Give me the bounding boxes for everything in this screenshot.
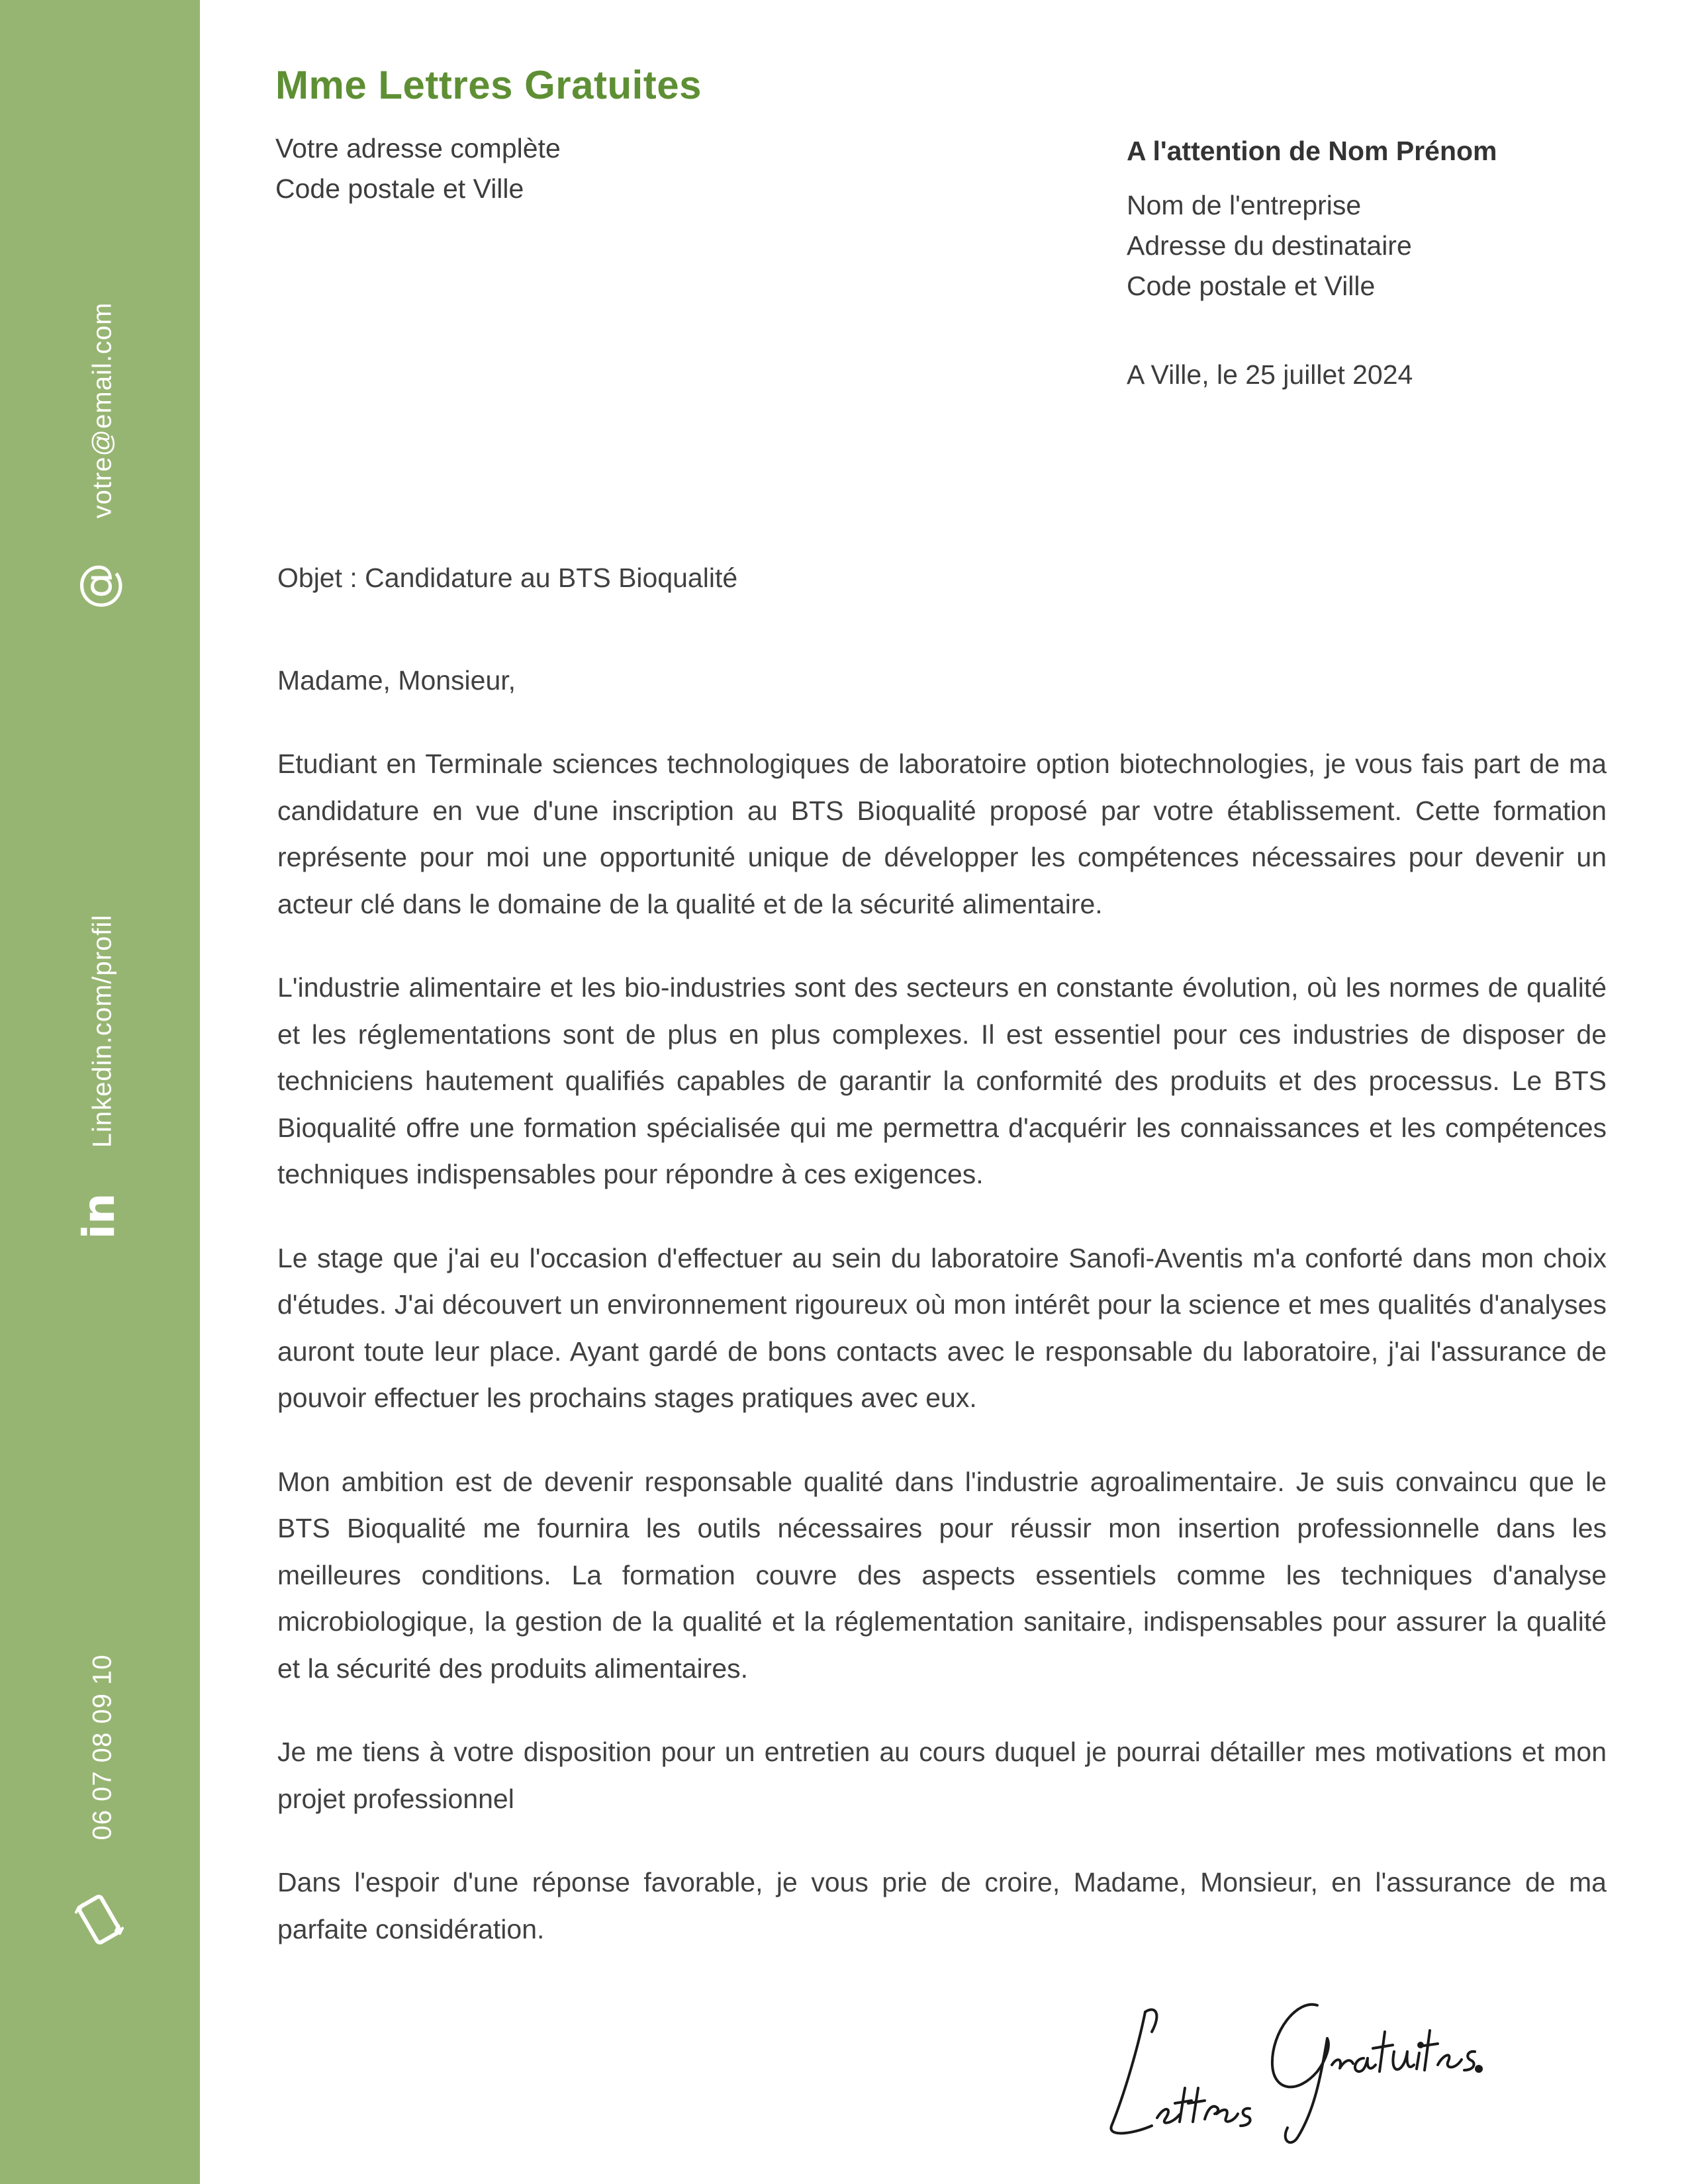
- recipient-attention: A l'attention de Nom Prénom: [1127, 136, 1497, 166]
- paragraph-1: Etudiant en Terminale sciences technologiques de laboratoire option biotechnologies, je vous fais part de ma candidature en vue d'une inscription au BTS Bioqualité proposé par votre établissement. Cette formation représente pour moi une opportunité unique de développer les compétences nécessaires pour devenir un acteur clé dans le domaine de la qualité et de la sécurité alimentaire.: [277, 749, 1607, 919]
- sender-address: Votre adresse complète: [275, 133, 561, 163]
- sender-name: Mme Lettres Gratuites: [275, 63, 702, 107]
- phone-icon: [70, 1890, 129, 1953]
- sender-address-block: [275, 128, 561, 209]
- svg-text:in: in: [73, 1193, 124, 1240]
- letter-greeting: Madame, Monsieur,: [277, 664, 516, 696]
- phone-text[interactable]: 06 07 08 09 10: [87, 1654, 117, 1841]
- handwritten-signature: [1099, 1972, 1483, 2151]
- recipient-city: Code postale et Ville: [1127, 271, 1376, 301]
- paragraph-2: L'industrie alimentaire et les bio-industries sont des secteurs en constante évolution, où les normes de qualité et les réglementations sont de plus en plus complexes. Il est essentiel pour ces industries de disposer de techniciens hautement qualifiés capables de garantir la conformité des produits et des processus. Le BTS Bioqualité offre une formation spécialisée qui me permettra d'acquérir les connaissances et les compétences techniques indispensables pour répondre à ces exigences.: [277, 972, 1607, 1189]
- contact-sidebar: [0, 0, 200, 2184]
- paragraph-4: Mon ambition est de devenir responsable qualité dans l'industrie agroalimentaire. Je suis convaincu que le BTS Bioqualité me fournira les outils nécessaires pour réussir mon insertion professionnelle dans les meilleures conditions. La formation couvre des aspects essentiels comme les techniques d'analyse microbiologique, la gestion de la qualité et la réglementation sanitaire, indispensables pour assurer la qualité et la sécurité des produits alimentaires.: [277, 1466, 1607, 1684]
- letter-body: [277, 555, 1607, 1989]
- paragraph-6: Dans l'espoir d'une réponse favorable, je vous prie de croire, Madame, Monsieur, en l'assurance de ma parfaite considération.: [277, 1867, 1607, 1944]
- letter-date: A Ville, le 25 juillet 2024: [1127, 359, 1413, 390]
- recipient-address: Adresse du destinataire: [1127, 230, 1412, 261]
- recipient-block: [1127, 131, 1497, 395]
- email-text[interactable]: votre@email.com: [87, 302, 117, 519]
- sender-city: Code postale et Ville: [275, 173, 524, 204]
- letter-object: Objet : Candidature au BTS Bioqualité: [277, 563, 738, 593]
- paragraph-3: Le stage que j'ai eu l'occasion d'effectuer au sein du laboratoire Sanofi-Aventis m'a conforté dans mon choix d'études. J'ai découvert un environnement rigoureux où mon intérêt pour la science et mes qualités d'analyses auront toute leur place. Ayant gardé de bons contacts avec le responsable du laboratoire, j'ai l'assurance de pouvoir effectuer les prochains stages pratiques avec eux.: [277, 1242, 1607, 1413]
- svg-text:@: @: [73, 562, 125, 610]
- recipient-company: Nom de l'entreprise: [1127, 190, 1362, 220]
- paragraph-5: Je me tiens à votre disposition pour un entretien au cours duquel je pourrai détailler mes motivations et mon projet professionnel: [277, 1737, 1607, 1814]
- at-icon: [73, 560, 126, 616]
- linkedin-icon: [73, 1190, 126, 1246]
- linkedin-text[interactable]: Linkedin.com/profil: [87, 914, 117, 1148]
